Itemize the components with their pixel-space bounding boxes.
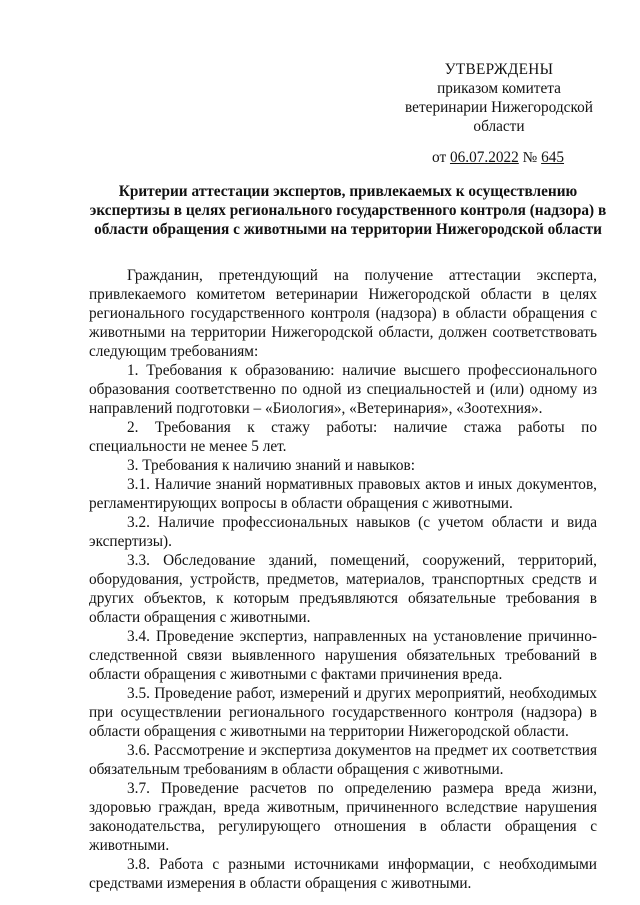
approval-line-2: ветеринарии Нижегородской <box>405 99 593 116</box>
paragraph-3-4: 3.4. Проведение экспертиз, направленных на установление причинно-следственной связи выявленного нарушения обязательных требований в области обращения с животными с фактами причинения вреда. <box>89 628 597 683</box>
approval-line-1: приказом комитета <box>437 80 561 97</box>
paragraph-3-1: 3.1. Наличие знаний нормативных правовых актов и иных документов, регламентирующих вопросы в области обращения с животными. <box>89 476 597 512</box>
paragraph-3-7: 3.7. Проведение расчетов по определению размера вреда жизни, здоровью граждан, вреда животным, причиненного вследствие нарушения законодательства, регулирующего отношения в области обращения с животными. <box>89 780 597 854</box>
paragraph-3-6: 3.6. Рассмотрение и экспертиза документов на предмет их соответствия обязательным требованиям в области обращения с животными. <box>89 742 597 778</box>
order-number-sign: № <box>522 149 538 166</box>
paragraph-intro: Гражданин, претендующий на получение аттестации эксперта, привлекаемого комитетом ветеринарии Нижегородской области в целях регионального государственного контроля (надзора) в области обращения с животными на территории Нижегородской области, должен соответствовать следующим требованиям: <box>89 267 597 360</box>
order-number: 645 <box>541 149 565 166</box>
paragraph-3-8: 3.8. Работа с разными источниками информации, с необходимыми средствами измерения в области обращения с животными. <box>89 856 597 892</box>
paragraph-3-2: 3.2. Наличие профессиональных навыков (с учетом области и вида экспертизы). <box>89 514 597 550</box>
order-prefix: от <box>432 149 447 166</box>
paragraph-3: 3. Требования к наличию знаний и навыков: <box>127 457 415 474</box>
order-reference <box>432 148 564 167</box>
paragraph-1: 1. Требования к образованию: наличие высшего профессионального образования соответственно по одной из специальностей и (или) одному из направлений подготовки – «Биология», «Ветеринария», «Зоотехния». <box>89 362 597 417</box>
paragraph-2: 2. Требования к стажу работы: наличие стажа работы по специальности не менее 5 лет. <box>89 419 597 455</box>
document-body <box>89 266 597 893</box>
paragraph-3-5: 3.5. Проведение работ, измерений и других мероприятий, необходимых при осуществлении регионального государственного контроля (надзора) в области обращения с животными на территории Нижегородской области. <box>89 685 597 740</box>
approval-line-3: области <box>473 118 525 135</box>
document-title: Критерии аттестации экспертов, привлекаемых к осуществлению экспертизы в целях регионального государственного контроля (надзора) в области обращения с животными на территории Нижегородской области <box>89 183 607 238</box>
approval-stamp-block <box>392 60 606 136</box>
approval-heading: УТВЕРЖДЕНЫ <box>444 61 554 78</box>
paragraph-3-3: 3.3. Обследование зданий, помещений, сооружений, территорий, оборудования, устройств, предметов, материалов, транспортных средств и других объектов, к которым предъявляются обязательные требования в области обращения с животными. <box>89 552 597 626</box>
order-date: 06.07.2022 <box>449 149 519 166</box>
